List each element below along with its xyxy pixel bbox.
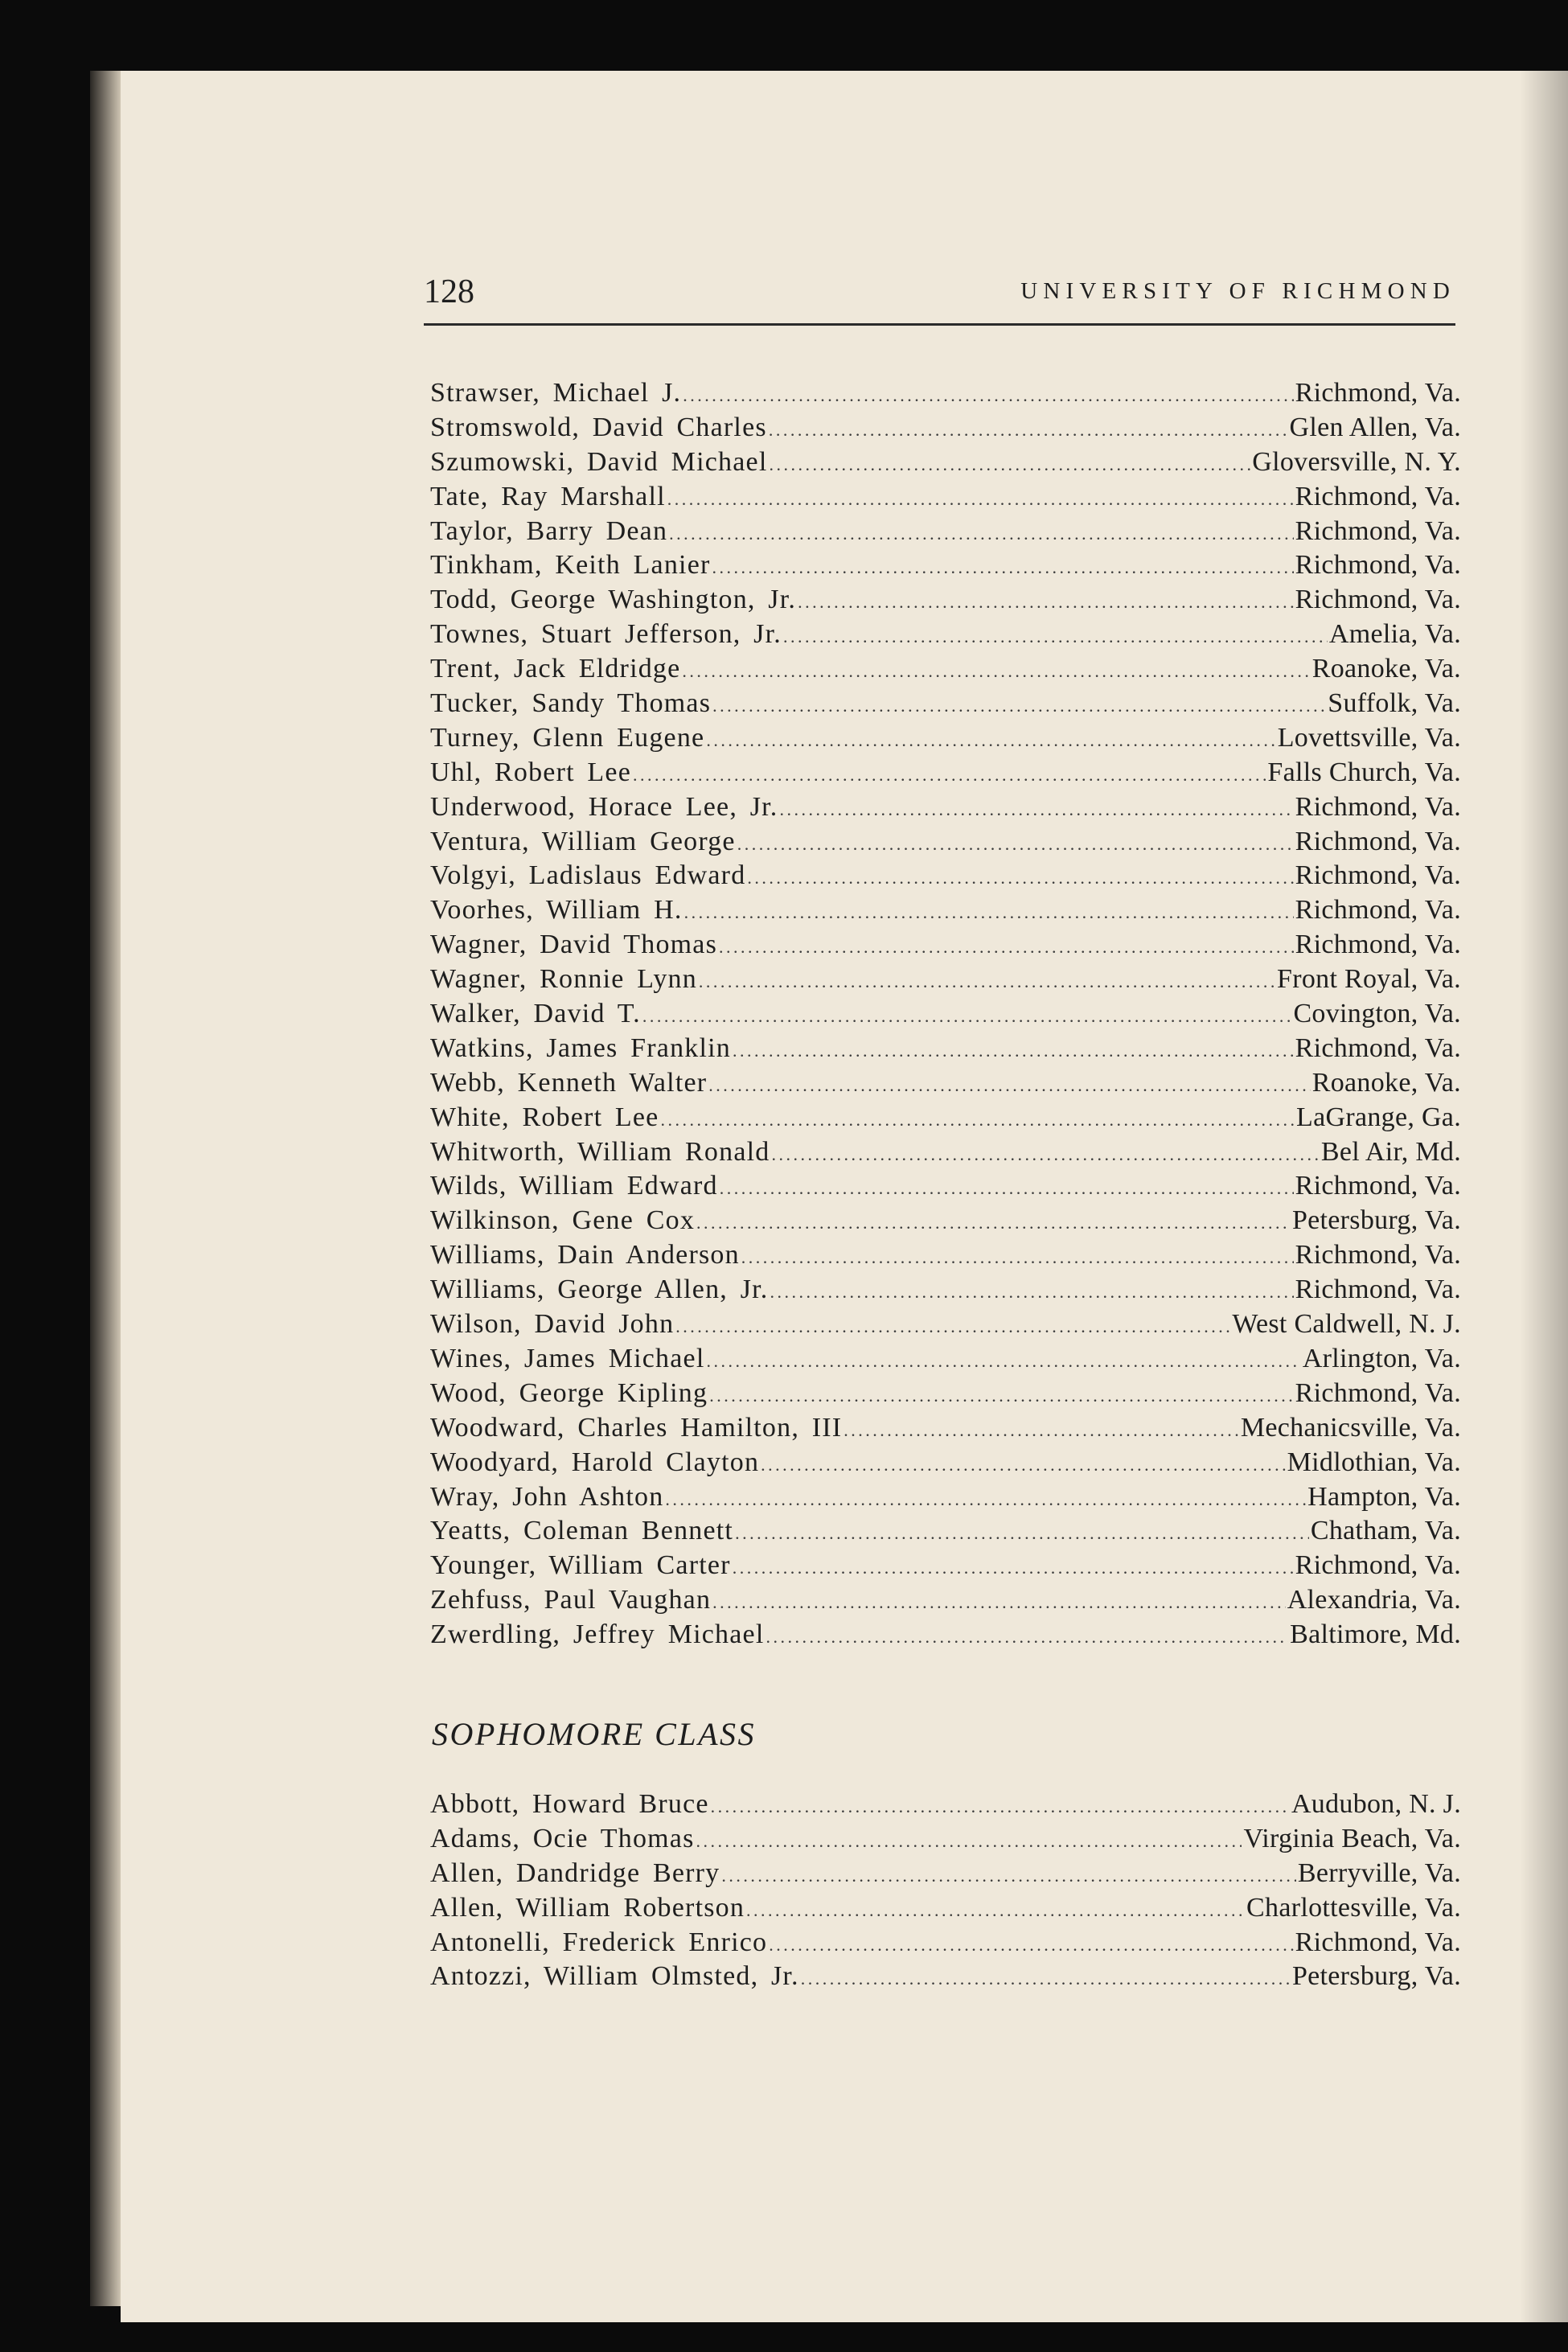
hometown: Lovettsville, Va.: [1277, 722, 1461, 753]
hometown: Front Royal, Va.: [1277, 964, 1461, 995]
list-item: [430, 1275, 1461, 1309]
hometown: Roanoke, Va.: [1311, 1067, 1461, 1098]
student-name: Wagner, Ronnie Lynn: [430, 964, 697, 995]
dot-leader: [735, 1523, 1309, 1544]
list-item: [430, 1927, 1461, 1962]
student-name: Yeatts, Coleman Bennett: [430, 1516, 734, 1546]
list-item: [430, 1482, 1461, 1517]
student-name: Wood, George Kipling: [430, 1377, 708, 1408]
hometown: Richmond, Va.: [1295, 895, 1461, 926]
hometown: Petersburg, Va.: [1291, 1961, 1461, 1992]
hometown: Richmond, Va.: [1295, 1550, 1461, 1581]
hometown: Richmond, Va.: [1295, 1927, 1461, 1957]
dot-leader: [684, 902, 1294, 923]
list-item: [430, 827, 1461, 861]
list-item: [430, 792, 1461, 827]
hometown: Hampton, Va.: [1307, 1481, 1461, 1512]
student-name: Ventura, William George: [430, 826, 736, 856]
student-name: Uhl, Robert Lee: [430, 757, 631, 787]
student-name: Antozzi, William Olmsted, Jr.: [430, 1961, 799, 1992]
hometown: Richmond, Va.: [1295, 791, 1461, 822]
student-name: Wilson, David John: [430, 1309, 675, 1340]
dot-leader: [712, 557, 1294, 578]
list-item: [430, 1309, 1461, 1344]
list-item: [430, 1033, 1461, 1068]
hometown: Richmond, Va.: [1295, 1032, 1461, 1063]
hometown: Suffolk, Va.: [1328, 688, 1461, 719]
student-name: Wagner, David Thomas: [430, 930, 718, 960]
student-name: Trent, Jack Eldridge: [430, 654, 681, 684]
list-item: [430, 1824, 1461, 1858]
student-name: White, Robert Lee: [430, 1102, 659, 1132]
student-name: Williams, Dain Anderson: [430, 1240, 740, 1270]
hometown: Gloversville, N. Y.: [1252, 446, 1461, 477]
list-item: [430, 516, 1461, 551]
hometown: Bel Air, Md.: [1320, 1136, 1461, 1167]
hometown: Richmond, Va.: [1295, 550, 1461, 581]
student-name: Wines, James Michael: [430, 1343, 705, 1373]
hometown: Richmond, Va.: [1295, 930, 1461, 960]
student-name: Strawser, Michael J.: [430, 378, 682, 408]
dot-leader: [712, 696, 1326, 716]
list-item: [430, 895, 1461, 930]
dot-leader: [669, 523, 1294, 544]
dot-leader: [801, 1968, 1291, 1989]
student-name: Younger, William Carter: [430, 1550, 731, 1581]
student-name: Stromswold, David Charles: [430, 412, 767, 442]
list-item: [430, 688, 1461, 723]
student-name: Woodward, Charles Hamilton, III: [430, 1412, 843, 1443]
dot-leader: [780, 799, 1294, 820]
hometown: Midlothian, Va.: [1287, 1447, 1461, 1477]
dot-leader: [667, 489, 1294, 510]
list-item: [430, 1102, 1461, 1137]
student-name: Voorhes, William H.: [430, 895, 683, 926]
student-name: Taylor, Barry Dean: [430, 515, 668, 546]
list-item: [430, 1516, 1461, 1550]
list-item: [430, 1550, 1461, 1585]
hometown: Richmond, Va.: [1295, 481, 1461, 511]
student-name: Szumowski, David Michael: [430, 446, 768, 477]
dot-leader: [721, 1866, 1296, 1886]
dot-leader: [771, 1144, 1319, 1165]
student-name: Webb, Kenneth Walter: [430, 1067, 708, 1098]
dot-leader: [747, 868, 1293, 889]
hometown: Richmond, Va.: [1295, 1240, 1461, 1270]
hometown: Arlington, Va.: [1302, 1343, 1461, 1373]
dot-leader: [696, 1831, 1242, 1852]
hometown: Petersburg, Va.: [1291, 1205, 1461, 1236]
student-name: Allen, Dandridge Berry: [430, 1857, 720, 1888]
hometown: Roanoke, Va.: [1311, 654, 1461, 684]
dot-leader: [660, 1110, 1295, 1131]
list-item: [430, 1447, 1461, 1482]
list-item: [430, 723, 1461, 757]
dot-leader: [733, 1041, 1294, 1061]
dot-leader: [783, 626, 1328, 647]
running-head: UNIVERSITY OF RICHMOND: [1020, 278, 1455, 304]
dot-leader: [706, 730, 1275, 751]
list-item: [430, 1068, 1461, 1102]
student-list-continued: [430, 378, 1461, 1654]
list-item: [430, 1585, 1461, 1619]
student-name: Underwood, Horace Lee, Jr.: [430, 791, 778, 822]
page-gutter-shadow: [1520, 71, 1568, 2322]
dot-leader: [642, 1006, 1292, 1027]
list-item: [430, 1240, 1461, 1275]
student-name: Woodyard, Harold Clayton: [430, 1447, 760, 1477]
hometown: Baltimore, Md.: [1290, 1619, 1461, 1650]
list-item: [430, 1137, 1461, 1172]
dot-leader: [683, 385, 1293, 406]
list-item: [430, 413, 1461, 447]
list-item: [430, 619, 1461, 654]
hometown: Mechanicsville, Va.: [1240, 1412, 1461, 1443]
student-name: Watkins, James Franklin: [430, 1032, 731, 1063]
list-item: [430, 757, 1461, 792]
dot-leader: [708, 1075, 1310, 1096]
student-name: Volgyi, Ladislaus Edward: [430, 860, 746, 891]
student-name: Tucker, Sandy Thomas: [430, 688, 712, 719]
list-item: [430, 1378, 1461, 1413]
student-name: Tinkham, Keith Lanier: [430, 550, 711, 581]
hometown: LaGrange, Ga.: [1296, 1102, 1461, 1132]
hometown: Richmond, Va.: [1295, 860, 1461, 891]
hometown: Glen Allen, Va.: [1289, 412, 1461, 442]
dot-leader: [766, 1627, 1289, 1648]
hometown: Covington, Va.: [1293, 999, 1461, 1029]
list-item: [430, 1619, 1461, 1654]
list-item: [430, 860, 1461, 895]
student-name: Abbott, Howard Bruce: [430, 1789, 709, 1819]
dot-leader: [741, 1247, 1294, 1268]
dot-leader: [746, 1900, 1245, 1921]
list-item: [430, 1344, 1461, 1378]
hometown: Richmond, Va.: [1295, 826, 1461, 856]
student-name: Antonelli, Frederick Enrico: [430, 1927, 768, 1957]
list-item: [430, 1893, 1461, 1927]
dot-leader: [761, 1455, 1285, 1476]
hometown: Richmond, Va.: [1295, 585, 1461, 615]
hometown: Virginia Beach, Va.: [1243, 1823, 1461, 1853]
dot-leader: [719, 937, 1294, 958]
student-name: Zwerdling, Jeffrey Michael: [430, 1619, 765, 1650]
list-item: [430, 999, 1461, 1033]
hometown: Charlottesville, Va.: [1246, 1892, 1461, 1923]
hometown: West Caldwell, N. J.: [1232, 1309, 1461, 1340]
student-name: Townes, Stuart Jefferson, Jr.: [430, 619, 782, 650]
dot-leader: [665, 1489, 1306, 1510]
student-name: Todd, George Washington, Jr.: [430, 585, 797, 615]
hometown: Richmond, Va.: [1295, 378, 1461, 408]
hometown: Richmond, Va.: [1295, 1171, 1461, 1201]
dot-leader: [733, 1558, 1294, 1578]
dot-leader: [720, 1178, 1294, 1199]
dot-leader: [769, 420, 1288, 441]
student-name: Wray, John Ashton: [430, 1481, 664, 1512]
list-item: [430, 1171, 1461, 1205]
dot-leader: [711, 1796, 1290, 1817]
student-name: Allen, William Robertson: [430, 1892, 745, 1923]
dot-leader: [844, 1420, 1239, 1441]
dot-leader: [769, 454, 1250, 475]
student-name: Whitworth, William Ronald: [430, 1136, 770, 1167]
list-item: [430, 585, 1461, 619]
section-title-sophomore-class: SOPHOMORE CLASS: [432, 1716, 757, 1752]
dot-leader: [770, 1282, 1293, 1303]
student-name: Williams, George Allen, Jr.: [430, 1275, 769, 1305]
dot-leader: [633, 765, 1266, 786]
student-name: Zehfuss, Paul Vaughan: [430, 1585, 712, 1615]
student-name: Turney, Glenn Eugene: [430, 722, 705, 753]
dot-leader: [709, 1385, 1293, 1406]
list-item: [430, 930, 1461, 964]
student-list-sophomore: [430, 1789, 1461, 1996]
list-item: [430, 482, 1461, 516]
dot-leader: [699, 971, 1275, 992]
hometown: Chatham, Va.: [1310, 1516, 1461, 1546]
list-item: [430, 1413, 1461, 1447]
hometown: Richmond, Va.: [1295, 1275, 1461, 1305]
student-name: Walker, David T.: [430, 999, 641, 1029]
student-name: Wilds, William Edward: [430, 1171, 718, 1201]
dot-leader: [675, 1316, 1230, 1337]
dot-leader: [696, 1213, 1291, 1233]
student-name: Adams, Ocie Thomas: [430, 1823, 695, 1853]
list-item: [430, 964, 1461, 999]
list-item: [430, 1205, 1461, 1240]
hometown: Falls Church, Va.: [1267, 757, 1461, 787]
hometown: Richmond, Va.: [1295, 515, 1461, 546]
page-number: 128: [424, 273, 474, 310]
hometown: Audubon, N. J.: [1291, 1789, 1461, 1819]
dot-leader: [707, 1351, 1301, 1372]
hometown: Berryville, Va.: [1297, 1857, 1461, 1888]
dot-leader: [712, 1592, 1286, 1613]
list-item: [430, 447, 1461, 482]
list-item: [430, 1858, 1461, 1893]
list-item: [430, 1789, 1461, 1824]
list-item: [430, 654, 1461, 688]
student-name: Wilkinson, Gene Cox: [430, 1205, 696, 1236]
page-header: [424, 275, 1455, 326]
dot-leader: [682, 661, 1310, 682]
dot-leader: [798, 592, 1294, 613]
list-item: [430, 1961, 1461, 1996]
dot-leader: [737, 834, 1294, 855]
hometown: Richmond, Va.: [1295, 1377, 1461, 1408]
list-item: [430, 550, 1461, 585]
student-name: Tate, Ray Marshall: [430, 481, 666, 511]
hometown: Alexandria, Va.: [1287, 1585, 1461, 1615]
dot-leader: [769, 1935, 1293, 1956]
list-item: [430, 378, 1461, 413]
hometown: Amelia, Va.: [1328, 619, 1461, 650]
